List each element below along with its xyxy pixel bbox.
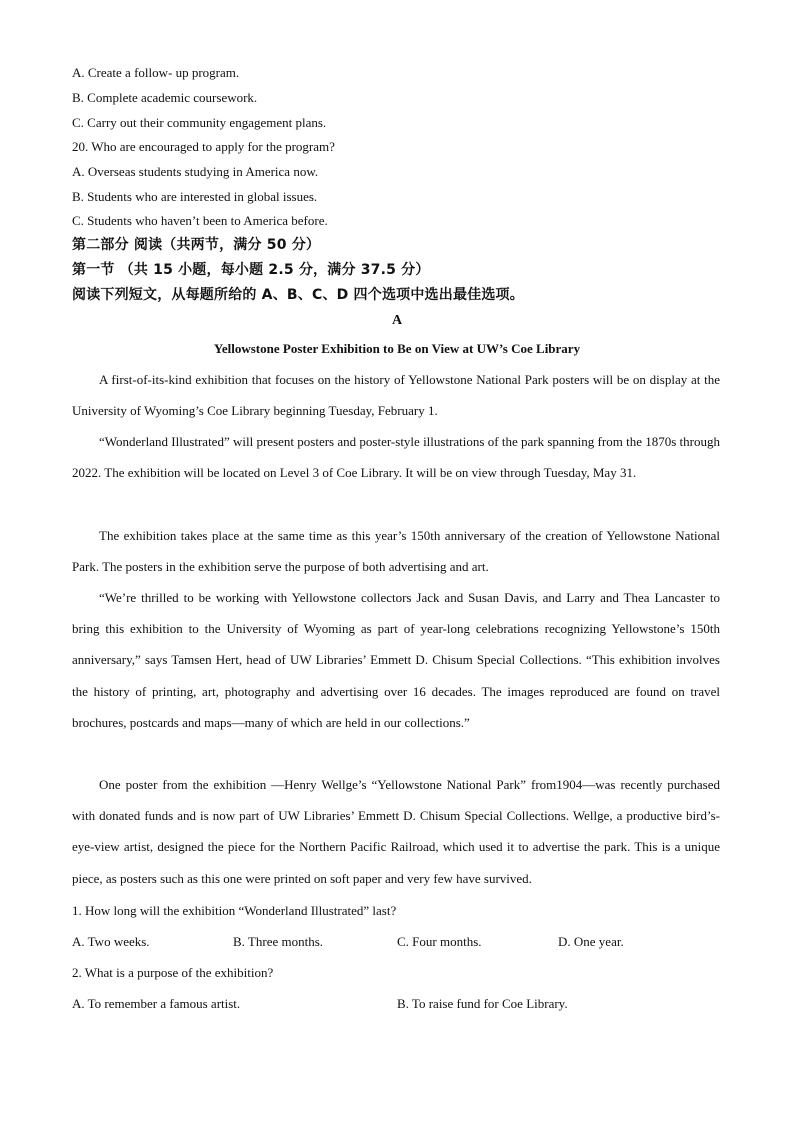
prev-option-a: A. Create a follow- up program. [72,65,240,80]
question-1-option-b: B. Three months. [233,934,324,949]
question-20-option-a: A. Overseas students studying in America now. [72,164,319,179]
passage-paragraph-3: The exhibition takes place at the same time as this year’s 150th anniversary of the creation of Yellowstone National Park. The posters in the exhibition serve the purpose of both advertising and art. [72,528,720,575]
question-1-option-d: D. One year. [558,934,624,949]
question-2-option-b: B. To raise fund for Coe Library. [397,996,568,1011]
section-one-heading: 第一节 （共 15 小题，每小题 2.5 分，满分 37.5 分） [72,262,430,278]
passage-paragraph-1: A first-of-its-kind exhibition that focuses on the history of Yellowstone National Park posters will be on display at the University of Wyoming’s Coe Library beginning Tuesday, February 1. [72,372,720,419]
question-2-stem: 2. What is a purpose of the exhibition? [72,965,274,980]
passage-letter: A [391,313,403,328]
passage-paragraph-4: “We’re thrilled to be working with Yellowstone collectors Jack and Susan Davis, and Larry and Thea Lancaster to bring this exhibition to the University of Wyoming as part of year-long celebrations recognizing Yellowstone’s 150th anniversary,” says Tamsen Hert, head of UW Libraries’ Emmett D. Chisum Special Collections. “This exhibition involves the history of printing, art, photography and advertising over 16 decades. The images reproduced are found on travel brochures, postcards and maps—many of which are held in our collections.” [72,590,720,730]
question-1-option-a: A. Two weeks. [72,934,150,949]
question-20-stem: 20. Who are encouraged to apply for the program? [72,139,335,154]
question-1-stem: 1. How long will the exhibition “Wonderland Illustrated” last? [72,903,397,918]
prev-option-b: B. Complete academic coursework. [72,90,258,105]
question-1-option-c: C. Four months. [397,934,482,949]
part-two-heading: 第二部分 阅读（共两节，满分 50 分） [72,237,321,253]
question-20-option-b: B. Students who are interested in global issues. [72,189,318,204]
passage-paragraph-2: “Wonderland Illustrated” will present posters and poster-style illustrations of the park spanning from the 1870s through 2022. The exhibition will be located on Level 3 of Coe Library. It will be on view through Tuesday, May 31. [72,434,720,481]
prev-option-c: C. Carry out their community engagement plans. [72,115,327,130]
passage-paragraph-5: One poster from the exhibition —Henry Wellge’s “Yellowstone National Park” from1904—was recently purchased with donated funds and is now part of UW Libraries’ Emmett D. Chisum Special Collections. Wellge, a productive bird’s-eye-view artist, designed the piece for the Northern Pacific Railroad, which used it to advertise the park. This is a unique piece, as posters such as this one were printed on soft paper and very few have survived. [72,777,720,886]
reading-instruction: 阅读下列短文，从每题所给的 A、B、C、D 四个选项中选出最佳选项。 [72,287,524,303]
question-20-option-c: C. Students who haven’t been to America before. [72,213,328,228]
question-2-option-a: A. To remember a famous artist. [72,996,241,1011]
passage-title: Yellowstone Poster Exhibition to Be on View at UW’s Coe Library [213,341,581,356]
